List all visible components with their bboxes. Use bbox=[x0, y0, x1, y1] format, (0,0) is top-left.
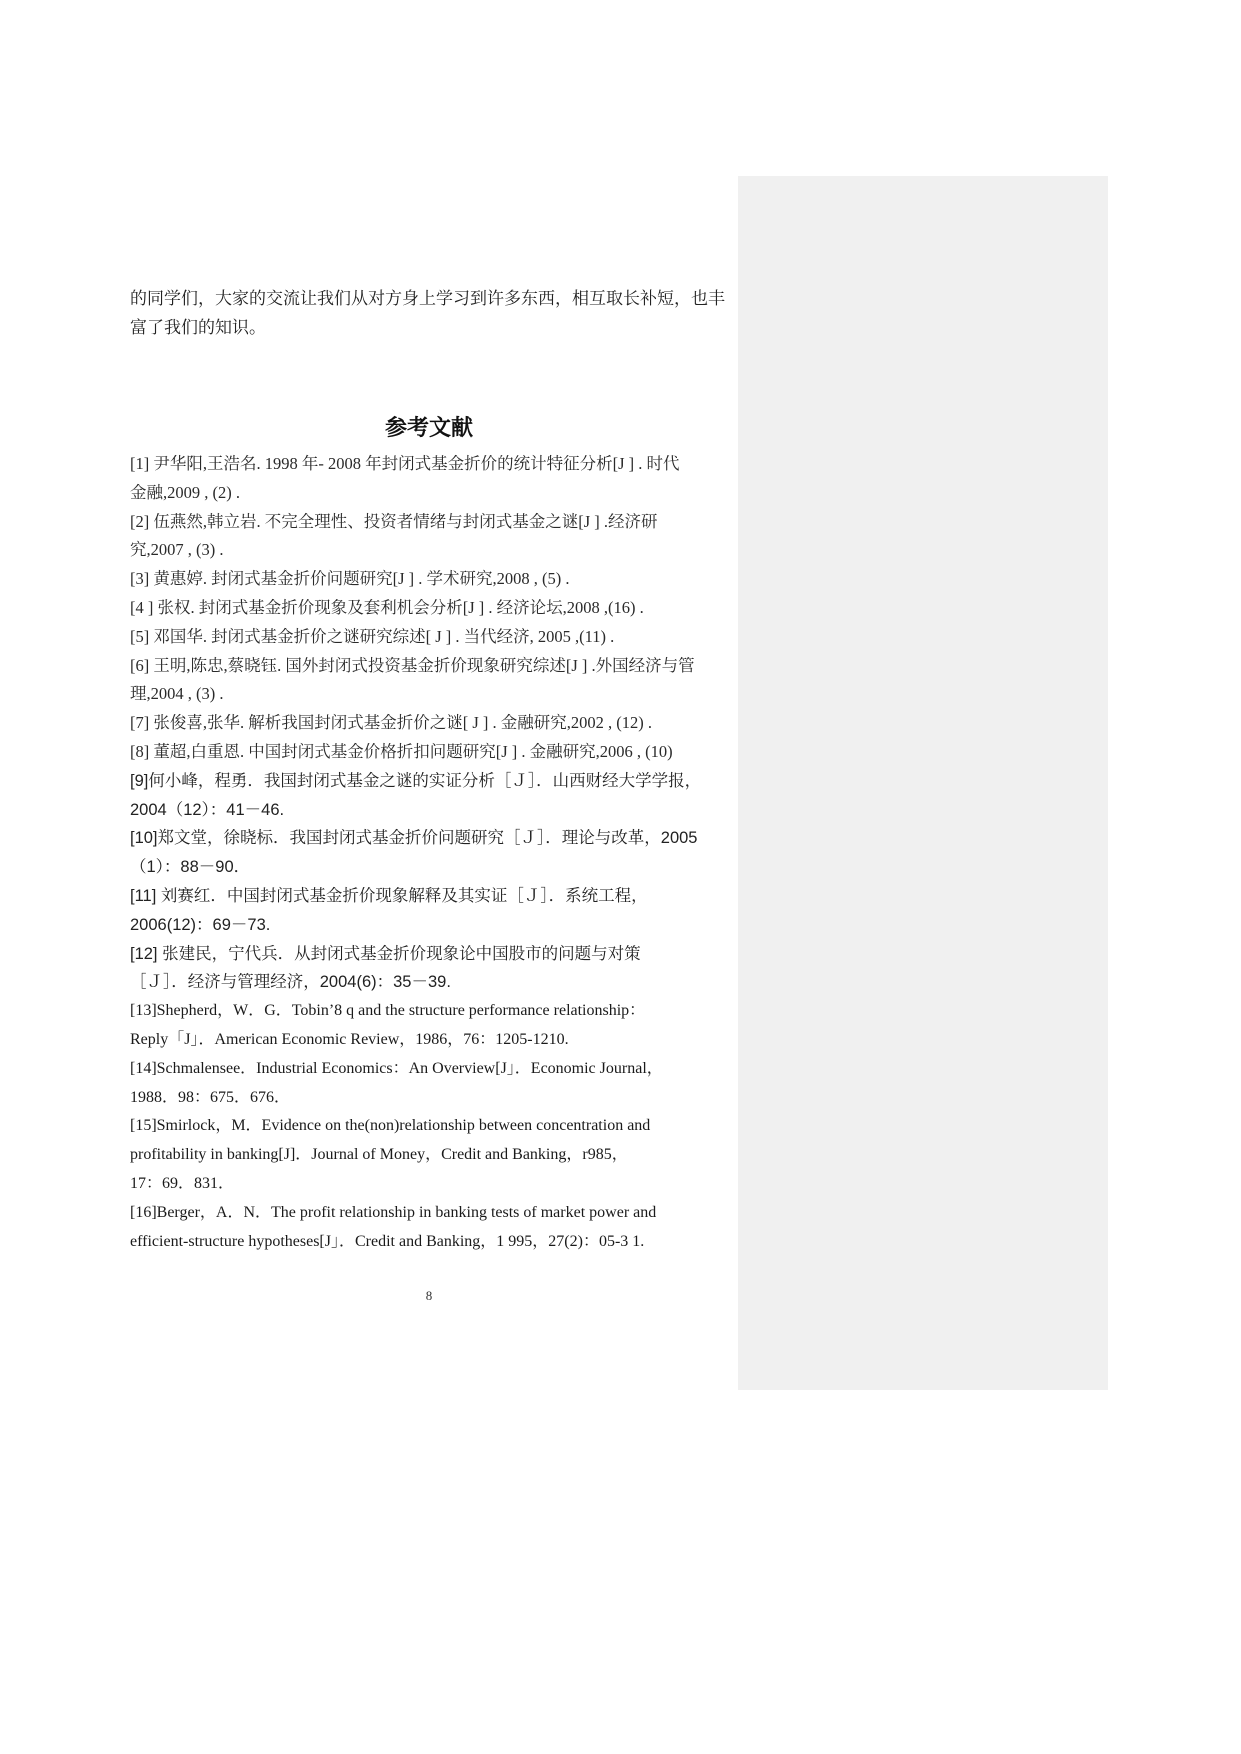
reference-item-2 bbox=[130, 508, 730, 566]
reference-item-9 bbox=[130, 767, 730, 825]
reference-line: [5] 邓国华. 封闭式基金折价之谜研究综述[ J ] . 当代经济, 2005 ,(11) . bbox=[130, 626, 615, 646]
reference-item-10 bbox=[130, 824, 730, 882]
reference-item-12 bbox=[130, 940, 730, 998]
reference-line: [8] 董超,白重恩. 中国封闭式基金价格折扣问题研究[J ] . 金融研究,2006 , (10) bbox=[130, 741, 673, 761]
reference-line: [2] 伍燕然,韩立岩. 不完全理性、投资者情绪与封闭式基金之谜[J ] .经济研 bbox=[130, 511, 658, 531]
reference-list bbox=[130, 450, 730, 1256]
reference-item-5 bbox=[130, 623, 730, 652]
reference-line: [12] 张建民，宁代兵．从封闭式基金折价现象论中国股市的问题与对策 bbox=[130, 944, 641, 963]
body-paragraph bbox=[130, 284, 730, 342]
reference-line: 究,2007 , (3) . bbox=[130, 540, 224, 560]
reference-line: [14]Schmalensee．Industrial Economics：An Overview[J」．Economic Journal， bbox=[130, 1059, 663, 1077]
reference-line: 1988．98：675．676． bbox=[130, 1088, 291, 1106]
reference-line: [4 ] 张权. 封闭式基金折价现象及套利机会分析[J ] . 经济论坛,2008 ,(16) . bbox=[130, 597, 644, 617]
reference-line: ［Ｊ］．经济与管理经济，2004(6)：35－39. bbox=[130, 973, 451, 992]
reference-item-7 bbox=[130, 709, 730, 738]
reference-line: 2004（12）：41－46. bbox=[130, 800, 285, 819]
reference-item-8 bbox=[130, 738, 730, 767]
paragraph-line: 富了我们的知识。 bbox=[130, 318, 266, 337]
reference-item-11 bbox=[130, 882, 730, 940]
reference-item-1 bbox=[130, 450, 730, 508]
reference-line: [16]Berger，A．N．The profit relationship in banking tests of market power and bbox=[130, 1203, 657, 1221]
reference-item-15 bbox=[130, 1112, 730, 1198]
reference-line: 2006(12)：69－73. bbox=[130, 915, 271, 934]
reference-line: [13]Shepherd，W．G．Tobin’8 q and the structure performance relationship： bbox=[130, 1002, 646, 1020]
reference-line: 金融,2009 , (2) . bbox=[130, 482, 240, 502]
reference-item-14 bbox=[130, 1055, 730, 1113]
reference-item-3 bbox=[130, 565, 730, 594]
reference-line: Reply「J」．American Economic Review，1986，76：1205-1210. bbox=[130, 1030, 569, 1048]
reference-line: [6] 王明,陈忠,蔡晓钰. 国外封闭式投资基金折价现象研究综述[J ] .外国经济与管 bbox=[130, 655, 695, 675]
reference-line: [9]何小峰，程勇．我国封闭式基金之谜的实证分析［Ｊ］．山西财经大学学报， bbox=[130, 771, 702, 790]
page-number: 8 bbox=[425, 1288, 433, 1303]
paragraph-line: 的同学们，大家的交流让我们从对方身上学习到许多东西，相互取长补短，也丰 bbox=[130, 289, 725, 308]
reference-item-6 bbox=[130, 652, 730, 710]
reference-line: 17：69．831． bbox=[130, 1174, 235, 1192]
reference-item-16 bbox=[130, 1199, 730, 1257]
reference-line: 理,2004 , (3) . bbox=[130, 684, 224, 704]
reference-line: （1）：88－90． bbox=[130, 858, 251, 877]
reference-line: [7] 张俊喜,张华. 解析我国封闭式基金折价之谜[ J ] . 金融研究,2002 , (12) . bbox=[130, 713, 653, 733]
reference-line: profitability in banking[J]．Journal of Money，Credit and Banking，r985， bbox=[130, 1146, 628, 1164]
reference-line: [3] 黄惠婷. 封闭式基金折价问题研究[J ] . 学术研究,2008 , (5) . bbox=[130, 569, 570, 589]
references-heading: 参考文献 bbox=[384, 415, 473, 440]
reference-line: [1] 尹华阳,王浩名. 1998 年- 2008 年封闭式基金折价的统计特征分析[J ] . 时代 bbox=[130, 454, 680, 473]
comment-pane bbox=[738, 176, 1108, 1390]
reference-item-13 bbox=[130, 997, 730, 1055]
reference-line: [15]Smirlock，M．Evidence on the(non)relationship between concentration and bbox=[130, 1117, 651, 1135]
reference-line: [10]郑文堂，徐晓标．我国封闭式基金折价问题研究［Ｊ］．理论与改革，2005 bbox=[130, 829, 698, 848]
reference-item-4 bbox=[130, 594, 730, 623]
reference-line: [11] 刘赛红．中国封闭式基金折价现象解释及其实证［Ｊ］．系统工程， bbox=[130, 886, 648, 905]
reference-line: efficient-structure hypotheses[J」．Credit and Banking，1 995，27(2)：05-3 1. bbox=[130, 1232, 645, 1250]
